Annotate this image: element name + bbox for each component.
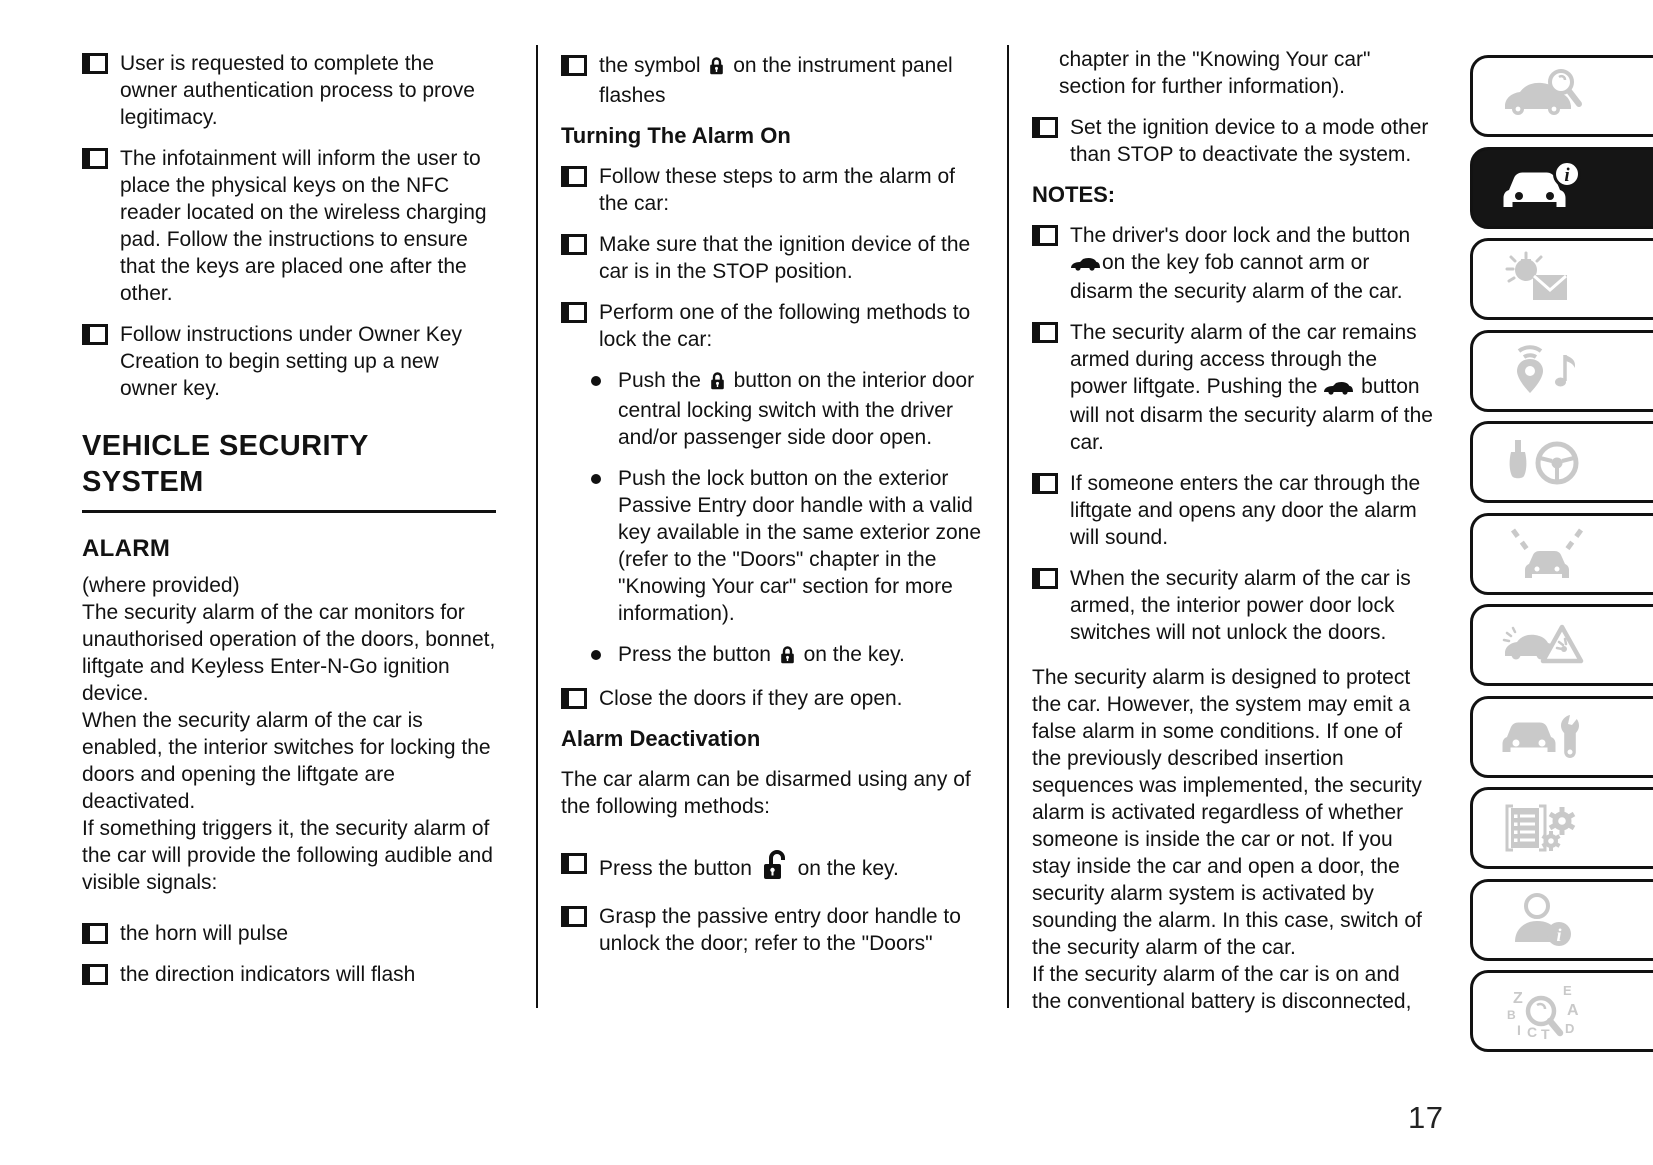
- list-item: [1032, 319, 1434, 456]
- bullet-text: User is requested to complete the owner authentication process to prove legitimacy.: [120, 52, 475, 129]
- svg-text:I: I: [1517, 1022, 1521, 1038]
- bullet-text: Push the button on the interior door central locking switch with the driver and/or passenger side door open.: [618, 369, 975, 449]
- round-bullet-icon: [591, 376, 601, 386]
- section-tab-strip: [1470, 55, 1653, 1062]
- continued-text: chapter in the "Knowing Your car" section for further information).: [1059, 48, 1371, 98]
- subheading-turning-alarm-on: Turning The Alarm On: [561, 123, 791, 148]
- index-search-icon: [1499, 981, 1595, 1041]
- list-item: [561, 299, 987, 353]
- sidebar-tab-person-info[interactable]: [1470, 879, 1653, 961]
- sidebar-tab-car-lanes[interactable]: [1470, 513, 1653, 595]
- list-item: [82, 321, 496, 402]
- list-item: [561, 903, 987, 957]
- checkbox-bullet-icon: [561, 688, 587, 709]
- car-silhouette-icon: [1070, 251, 1100, 278]
- deactivation-paragraph: The car alarm can be disarmed using any of the following methods:: [561, 768, 971, 818]
- para-line: If something triggers it, the security alarm of the car will provide the following audible and visible signals:: [82, 817, 493, 894]
- sidebar-tab-car-wrench[interactable]: [1470, 696, 1653, 778]
- svg-text:i: i: [1564, 164, 1570, 186]
- column-2: [561, 52, 987, 971]
- key-steering-wheel-icon: [1499, 432, 1595, 492]
- para-line: The security alarm of the car monitors for unauthorised operation of the doors, bonnet, liftgate and Keyless Enter-N-Go ignition device.: [82, 601, 496, 705]
- list-item: [561, 685, 987, 712]
- svg-text:C: C: [1527, 1024, 1538, 1040]
- navigation-media-icon: [1499, 341, 1595, 401]
- lock-closed-icon: [709, 55, 724, 82]
- bullet-text: Make sure that the ignition device of the car is in the STOP position.: [599, 233, 971, 283]
- checkbox-bullet-icon: [1032, 322, 1058, 343]
- list-item: [561, 163, 987, 217]
- car-search-icon: [1499, 66, 1595, 126]
- list-item: [82, 145, 496, 307]
- car-silhouette-icon: [1323, 375, 1353, 402]
- bullet-text: Press the button on the key.: [599, 850, 987, 889]
- bullet-text: Follow these steps to arm the alarm of the car:: [599, 165, 955, 215]
- warning-light-message-icon: [1499, 249, 1595, 309]
- svg-text:i: i: [1556, 924, 1562, 945]
- customer-info-icon: [1499, 890, 1595, 950]
- driving-assistance-icon: [1499, 524, 1595, 584]
- checkbox-bullet-icon: [1032, 568, 1058, 589]
- svg-text:Z: Z: [1513, 990, 1523, 1007]
- list-item: [82, 920, 496, 947]
- checkbox-bullet-icon: [82, 923, 108, 944]
- lock-open-icon: [762, 850, 788, 889]
- list-item: [1032, 470, 1434, 551]
- round-bullet-icon: [591, 474, 601, 484]
- checkbox-bullet-icon: [1032, 117, 1058, 138]
- sidebar-tab-list-gears[interactable]: [1470, 787, 1653, 869]
- checkbox-bullet-icon: [561, 853, 587, 874]
- sidebar-tab-keyfob-steering[interactable]: [1470, 421, 1653, 503]
- lock-closed-icon: [780, 644, 795, 671]
- svg-text:D: D: [1565, 1021, 1575, 1036]
- bullet-text: Perform one of the following methods to lock the car:: [599, 301, 971, 351]
- list-item: [1032, 565, 1434, 646]
- checkbox-bullet-icon: [1032, 225, 1058, 246]
- bullet-text: Follow instructions under Owner Key Creation to begin setting up a new owner key.: [120, 323, 462, 400]
- bullet-text: the direction indicators will flash: [120, 963, 416, 986]
- technical-data-icon: [1499, 798, 1595, 858]
- alarm-paragraph: [82, 572, 496, 896]
- subsection-title-alarm: ALARM: [82, 535, 171, 562]
- subheading-notes: NOTES:: [1032, 182, 1116, 207]
- sidebar-tab-pin-music[interactable]: [1470, 330, 1653, 412]
- para-line: The security alarm is designed to protect the car. However, the system may emit a false alarm in some conditions. If one of the previously described insertion sequences was implemented, the security alarm is activated regardless of whether someone is inside the car or not. If you stay inside the car and open a door, the security alarm system is activated by sounding the alarm. In this case, switch of the security alarm of the car.: [1032, 666, 1422, 959]
- list-item: [561, 850, 987, 889]
- svg-text:B: B: [1507, 1008, 1516, 1022]
- bullet-text: the horn will pulse: [120, 922, 289, 945]
- sidebar-tab-car-info[interactable]: [1470, 147, 1653, 229]
- heading-rule: [82, 510, 496, 513]
- sidebar-tab-car-warning-triangle[interactable]: [1470, 604, 1653, 686]
- emergency-icon: [1499, 615, 1595, 675]
- checkbox-bullet-icon: [82, 53, 108, 74]
- list-item: [82, 961, 496, 988]
- bullet-text: If someone enters the car through the liftgate and opens any door the alarm will sound.: [1070, 472, 1421, 549]
- column-3: [1032, 46, 1434, 1029]
- column-divider: [536, 45, 538, 1008]
- checkbox-bullet-icon: [561, 906, 587, 927]
- bullet-text: Push the lock button on the exterior Passive Entry door handle with a valid key available in the same exterior zone (refer to the "Doors" chapter in the "Knowing Your car" section for more information).: [618, 467, 982, 625]
- list-item: [561, 231, 987, 285]
- checkbox-bullet-icon: [561, 302, 587, 323]
- checkbox-bullet-icon: [561, 234, 587, 255]
- column-1: [82, 50, 496, 1002]
- round-bullet-icon: [591, 650, 601, 660]
- section-title: VEHICLE SECURITY SYSTEM: [82, 430, 369, 498]
- checkbox-bullet-icon: [561, 55, 587, 76]
- bullet-text: Set the ignition device to a mode other than STOP to deactivate the system.: [1070, 116, 1429, 166]
- bullet-text: Press the button on the key.: [618, 641, 987, 671]
- para-line: If the security alarm of the car is on and the conventional battery is disconnected,: [1032, 963, 1412, 1013]
- list-item: [82, 50, 496, 131]
- servicing-icon: [1499, 707, 1595, 767]
- sidebar-tab-letters-magnifier[interactable]: [1470, 970, 1653, 1052]
- para-line: When the security alarm of the car is enabled, the interior switches for locking the doors and opening the liftgate are deactivated.: [82, 709, 491, 813]
- checkbox-bullet-icon: [561, 166, 587, 187]
- checkbox-bullet-icon: [1032, 473, 1058, 494]
- sub-list-item: [591, 367, 987, 451]
- column-divider: [1007, 45, 1009, 1008]
- lock-closed-icon: [710, 370, 725, 397]
- svg-text:A: A: [1567, 1002, 1579, 1019]
- car-info-icon: [1499, 158, 1595, 218]
- bullet-text: When the security alarm of the car is armed, the interior power door lock switches will not unlock the doors.: [1070, 567, 1411, 644]
- sidebar-tab-bulb-envelope[interactable]: [1470, 238, 1653, 320]
- page-number: 17: [1408, 1100, 1444, 1135]
- svg-text:T: T: [1541, 1026, 1550, 1041]
- subheading-alarm-deactivation: Alarm Deactivation: [561, 726, 761, 751]
- sub-list-item: [591, 641, 987, 671]
- sidebar-tab-car-search[interactable]: [1470, 55, 1653, 137]
- para-line: (where provided): [82, 574, 240, 597]
- bullet-text: The driver's door lock and the button on the key fob cannot arm or disarm the security alarm of the car.: [1070, 224, 1411, 303]
- bullet-text: Grasp the passive entry door handle to unlock the door; refer to the "Doors": [599, 905, 961, 955]
- list-item: [1032, 222, 1434, 305]
- bullet-text: The security alarm of the car remains armed during access through the power liftgate. Pushing the button will not disarm the security alarm of the car.: [1070, 321, 1433, 454]
- list-item: [561, 52, 987, 109]
- list-item: [1032, 114, 1434, 168]
- checkbox-bullet-icon: [82, 964, 108, 985]
- closing-paragraph: [1032, 664, 1434, 1015]
- checkbox-bullet-icon: [82, 148, 108, 169]
- bullet-text: Close the doors if they are open.: [599, 687, 903, 710]
- bullet-text: The infotainment will inform the user to place the physical keys on the NFC reader located on the wireless charging pad. Follow the instructions to ensure that the keys are placed one after the other.: [120, 147, 487, 305]
- sub-list-item: [591, 465, 987, 627]
- bullet-text: the symbol on the instrument panel flashes: [599, 54, 953, 107]
- svg-text:E: E: [1563, 983, 1572, 998]
- checkbox-bullet-icon: [82, 324, 108, 345]
